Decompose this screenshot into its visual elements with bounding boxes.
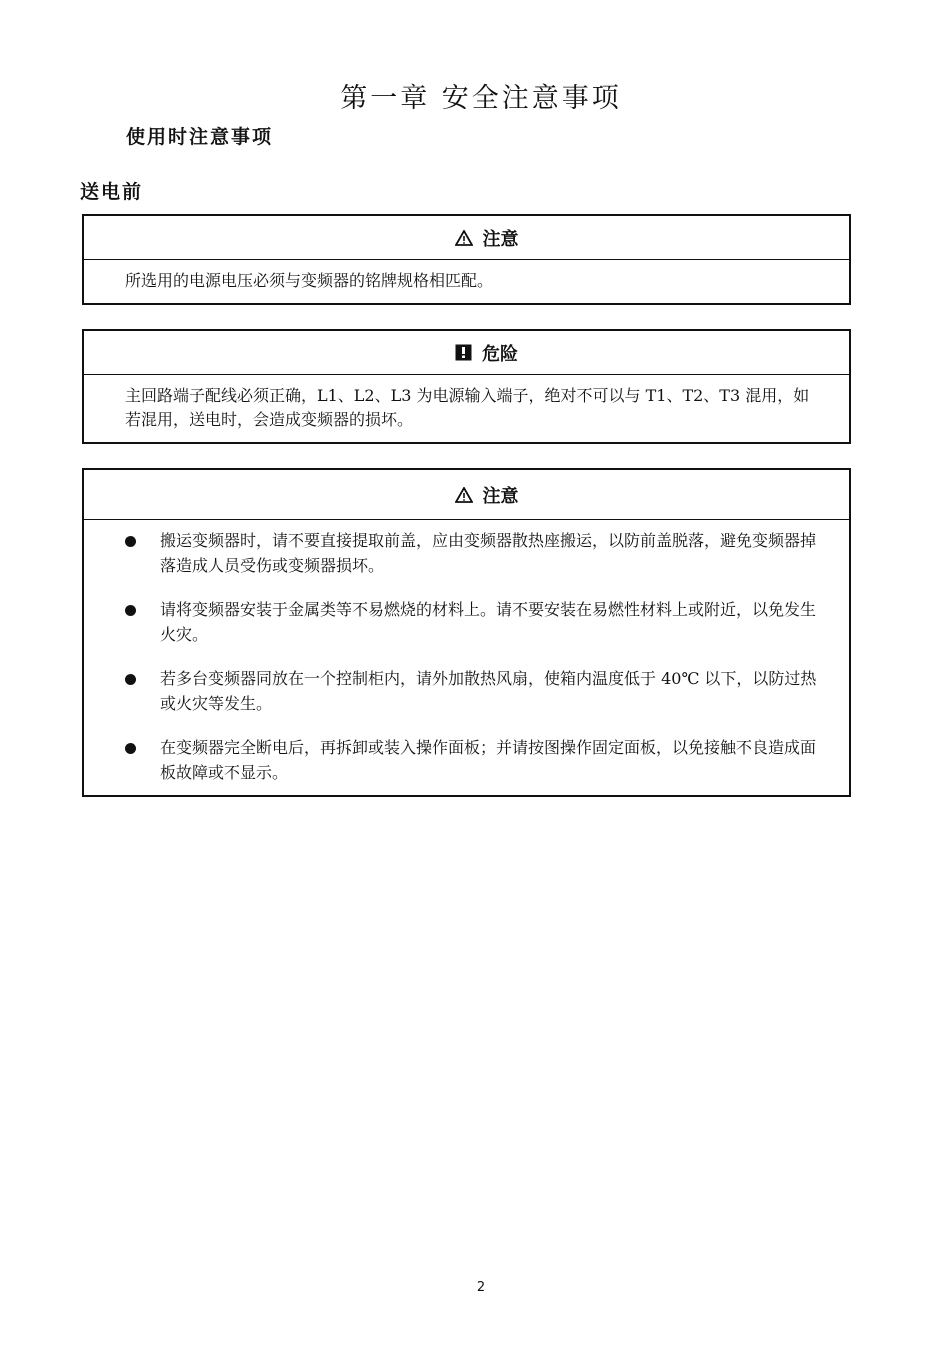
section-title: 使用时注意事项 — [126, 126, 274, 148]
bullet-dot-icon — [125, 605, 136, 616]
bullet-dot-icon — [125, 674, 136, 685]
list-item-text: 请将变频器安装于金属类等不易燃烧的材料上。请不要安装在易燃性材料上或附近，以免发生火灾。 — [160, 600, 817, 644]
list-item-text: 搬运变频器时，请不要直接提取前盖，应由变频器散热座搬运，以防前盖脱落，避免变频器掉落造成人员受伤或变频器损坏。 — [160, 531, 817, 575]
chapter-title: 第一章 安全注意事项 — [340, 83, 622, 115]
list-item — [125, 666, 825, 716]
danger-text: 主回路端子配线必须正确，L1、L2、L3 为电源输入端子，绝对不可以与 T1、T2、T3 混用，如若混用，送电时，会造成变频器的损坏。 — [125, 386, 810, 429]
caution-text: 所选用的电源电压必须与变频器的铭牌规格相匹配。 — [125, 271, 494, 290]
danger-exclamation-icon — [455, 344, 472, 361]
danger-box-header — [84, 331, 849, 375]
caution-box-header — [84, 470, 849, 520]
caution-label: 注意 — [482, 228, 519, 250]
list-item — [125, 597, 825, 647]
list-item — [125, 735, 825, 785]
subsection-title: 送电前 — [80, 181, 144, 203]
caution-label: 注意 — [482, 485, 519, 507]
caution-bullet-list — [84, 520, 849, 795]
page-number: 2 — [476, 1280, 486, 1295]
bullet-dot-icon — [125, 536, 136, 547]
caution-box-installation — [82, 468, 851, 797]
danger-box-wiring — [82, 329, 851, 444]
list-item-text: 若多台变频器同放在一个控制柜内，请外加散热风扇，使箱内温度低于 40℃ 以下，以防过热或火灾等发生。 — [160, 669, 817, 713]
danger-label: 危险 — [482, 343, 518, 365]
list-item-text: 在变频器完全断电后，再拆卸或装入操作面板；并请按图操作固定面板，以免接触不良造成面板故障或不显示。 — [160, 738, 817, 782]
warning-triangle-icon — [455, 230, 473, 246]
caution-box-header — [84, 216, 849, 260]
warning-triangle-icon — [455, 487, 473, 503]
caution-box-power-voltage — [82, 214, 851, 305]
list-item — [125, 528, 825, 578]
bullet-dot-icon — [125, 743, 136, 754]
